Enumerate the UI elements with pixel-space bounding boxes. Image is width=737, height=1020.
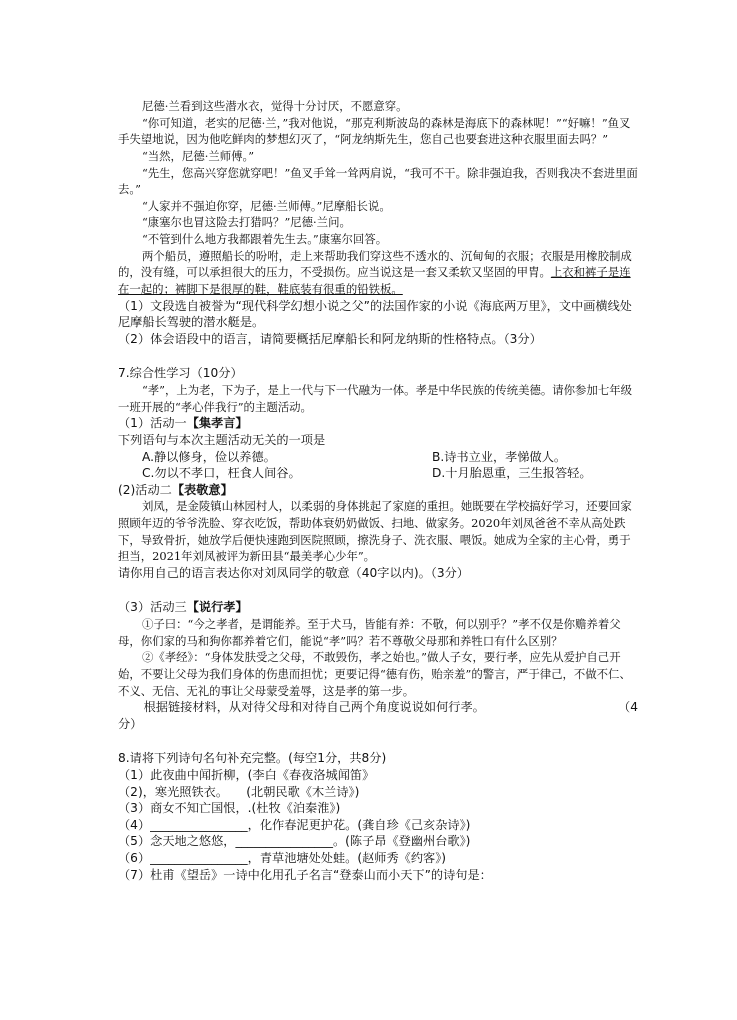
poem-line-4: （4）________________，化作春泥更护花。(龚自珍《己亥杂诗》) [118, 817, 471, 832]
activity-2-text: 刘凤，是金陵镇山林园村人，以柔弱的身体挑起了家庭的重担。她既要在学校搞好学习，还要回家照顾年迈的爷爷洗脸、穿衣吃饭，帮助体衰奶奶做饭、扫地、做家务。2020年刘凤爸爸不幸从高处跌下，导致骨折，她放学后便快速跑到医院照顾，擦洗身子、洗衣服、喂饭。她成为全家的主心骨，勇于担当，2021年刘凤被评为新田县“最美孝心少年”。 [118, 499, 632, 564]
story-paragraph-8 [118, 248, 638, 298]
option-b: B.诗书立业，孝悌做人。 [432, 449, 567, 464]
activity-2-question: 请你用自己的语言表达你对刘凤同学的敬意（40字以内)。（3分） [118, 565, 469, 580]
question-7-heading: 7.综合性学习（10分） [118, 366, 243, 381]
material-2: ②《孝经》：“身体发肤受之父母，不敢毁伤，孝之始也。”做人子女，要行孝，应先从爱护自己开始，不要让父母为我们身体的伤患而担忧；更要记得“德有伤，贻亲羞”的警言，严于律己，不做不仁、不义、无信、无礼的事让父母蒙受羞辱，这是孝的第一步。 [118, 650, 631, 698]
poem-line-5: （5）念天地之悠悠，________________。(陈子昂《登幽州台歌》) [118, 834, 471, 849]
question-6-2: （2）体会语段中的语言，请简要概括尼摩船长和阿龙纳斯的性格特点。（3分） [118, 331, 542, 346]
activity-3-question [118, 699, 638, 716]
story-paragraph-7: “不管到什么地方我都跟着先生去。”康塞尔回答。 [141, 232, 388, 247]
activity-1-prefix: （1）活动一 [118, 416, 187, 431]
activity-1-options [118, 449, 638, 482]
story-paragraph-6: “康塞尔也冒这险去打猎吗？”尼德·兰问。 [141, 215, 351, 230]
story-paragraph-4: “先生，您高兴穿您就穿吧！”鱼叉手耸一耸两肩说，“我可不干。除非强迫我，否则我决不套进里面去。” [118, 165, 638, 197]
activity-1-heading [118, 415, 638, 432]
activity-3-heading [118, 599, 638, 616]
activity-2-prefix: (2)活动二 [118, 482, 172, 497]
story-paragraph-3: “当然，尼德·兰师傅。” [141, 148, 255, 163]
activity-3-title: 【说行孝】 [186, 600, 248, 615]
poem-line-1: （1）此夜曲中闻折柳，(李白《春夜洛城闻笛》 [118, 768, 375, 783]
question-8-heading: 8.请将下列诗句名句补充完整。(每空1分，共8分) [118, 751, 387, 766]
story-paragraph-5: “人家并不强迫你穿，尼德·兰师傅。”尼摩船长说。 [141, 198, 391, 213]
activity-2-title: 【表敬意】 [171, 482, 233, 497]
material-1: ①子曰：“今之孝者，是谓能养。至于犬马，皆能有养：不敬，何以别乎？”孝不仅是你赡养着父母，你们家的马和狗你都养着它们，能说“孝”吗？若不尊敬父母那和养牲口有什么区别？ [118, 617, 621, 648]
story-paragraph-8-text: 两个船员，遵照船长的吩咐，走上来帮助我们穿这些不透水的、沉甸甸的衣服；衣服是用橡胶制成的，没有缝，可以承担很大的压力，不受损伤。应当说这是一套又柔软又坚固的甲胄。 [118, 248, 632, 280]
poem-line-6: （6）________________，青草池塘处处蛙。(赵师秀《约客》) [118, 851, 447, 866]
document-content [118, 98, 638, 883]
question-7-intro: “孝”，上为老，下为子，是上一代与下一代融为一体。孝是中华民族的传统美德。请你参加七年级一班开展的“孝心伴我行”的主题活动。 [118, 383, 632, 414]
poem-line-3: （3）商女不知亡国恨，.(杜牧《泊秦淮》) [118, 801, 341, 816]
story-paragraph-2: “你可知道，老实的尼德·兰，”我对他说，“那克利斯波岛的森林是海底下的森林呢！”“好嘛！”鱼叉手失望地说，因为他吃鲜肉的梦想幻灭了，“阿龙纳斯先生，您自己也要套进这种衣服里面去吗？” [118, 115, 631, 147]
activity-3-prefix: （3）活动三 [118, 600, 187, 615]
option-d: D.十月胎恩重，三生报答轻。 [432, 466, 592, 481]
question-6-1: （1）文段选自被誉为“现代科学幻想小说之父”的法国作家的小说《海底两万里》，文中画横线处尼摩船长驾驶的潜水艇是。 [118, 298, 632, 330]
activity-3-score: （4 [618, 700, 638, 715]
underlined-sentence: 上衣和裤子是连在一起的；裤脚下是很厚的鞋，鞋底装有很重的铅铁板。 [118, 265, 631, 297]
activity-1-stem: 下列语句与本次主题活动无关的一项是 [118, 432, 326, 447]
option-a: A.静以修身，俭以养德。 [142, 449, 276, 464]
activity-3-question-text: 根据链接材料，从对待父母和对待自己两个角度说说如何行孝。 [143, 700, 485, 715]
poem-line-2: （2)，寒光照铁衣。 (北朝民歌《木兰诗》) [118, 784, 360, 799]
activity-3-score-end: 分） [118, 716, 143, 731]
poem-line-7: （7）杜甫《望岳》一诗中化用孔子名言“登泰山而小天下”的诗句是： [118, 867, 492, 882]
option-c: C.勿以不孝口，枉食人间谷。 [142, 466, 301, 481]
story-paragraph-1: 尼德·兰看到这些潜水衣，觉得十分讨厌，不愿意穿。 [141, 99, 408, 113]
activity-1-title: 【集孝言】 [186, 416, 248, 431]
activity-2-heading [118, 482, 638, 499]
